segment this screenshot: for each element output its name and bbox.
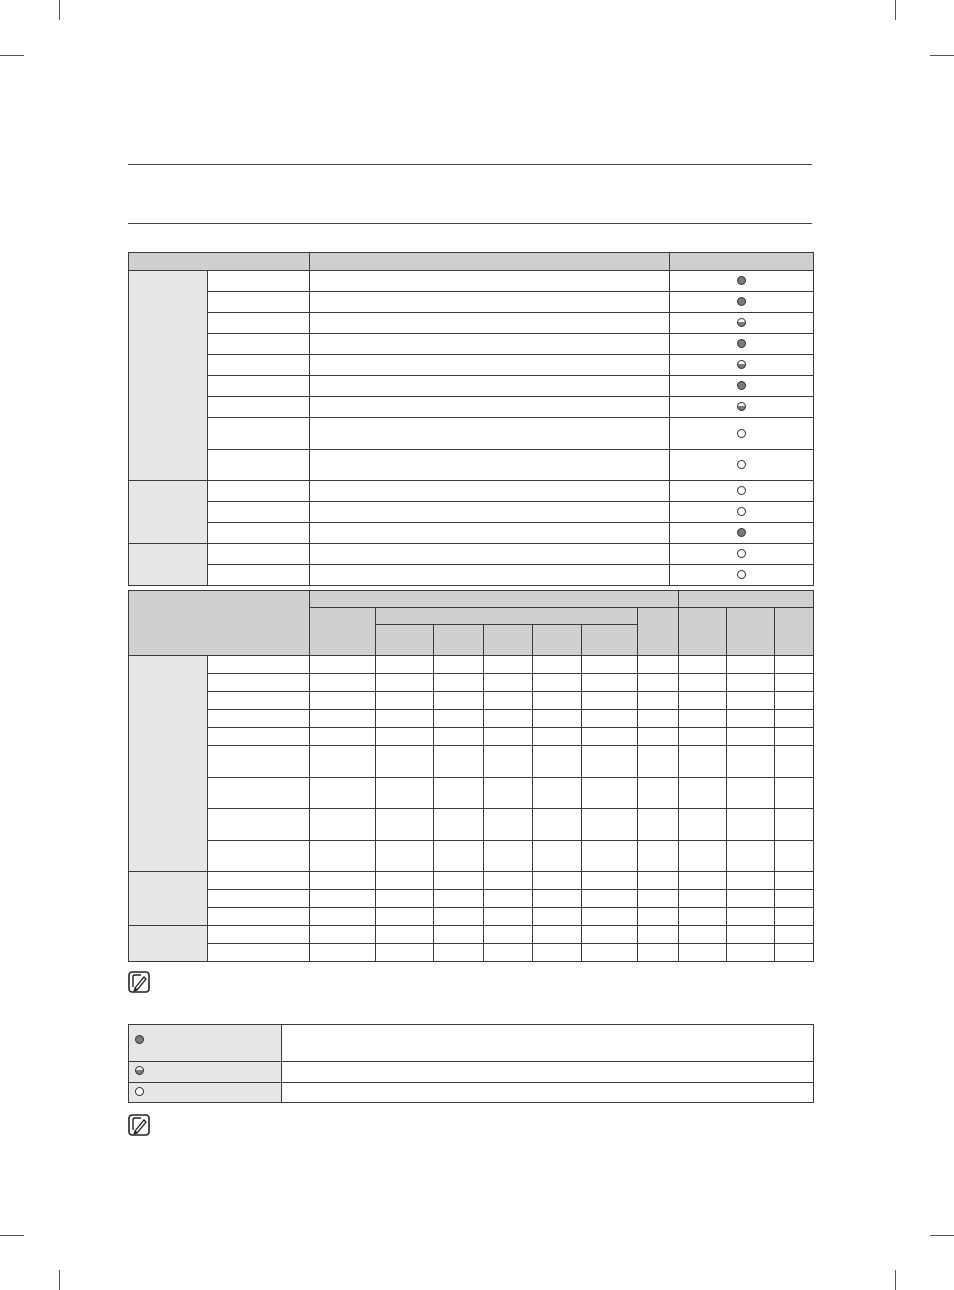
table-row — [129, 710, 814, 728]
header-cell — [670, 253, 814, 271]
table-cell — [208, 656, 310, 674]
table-row — [129, 450, 814, 481]
table-row — [129, 908, 814, 926]
table-cell — [310, 481, 670, 502]
group-cell-1 — [129, 271, 208, 481]
rating-cell — [670, 481, 814, 502]
table-cell — [582, 809, 638, 841]
table-cell — [376, 778, 434, 809]
table-cell — [582, 692, 638, 710]
table-cell — [208, 450, 310, 481]
table-cell — [434, 746, 484, 778]
table-cell — [679, 710, 727, 728]
legend-description-cell — [282, 1083, 814, 1103]
rating-dot-icon — [737, 507, 746, 516]
table-cell — [679, 872, 727, 890]
table-cell — [582, 778, 638, 809]
table-cell — [208, 841, 310, 872]
table-cell — [679, 728, 727, 746]
table-cell — [582, 746, 638, 778]
table-cell — [638, 728, 679, 746]
table-row — [129, 809, 814, 841]
rating-dot-icon — [737, 276, 746, 285]
note-icon — [128, 971, 150, 993]
header-cell — [582, 625, 638, 656]
crop-mark-bottom-left-v — [59, 1270, 60, 1290]
table-cell — [727, 728, 775, 746]
table-cell — [638, 674, 679, 692]
header-rule-top — [128, 164, 812, 165]
table-cell — [310, 502, 670, 523]
header-cell — [434, 625, 484, 656]
rating-dot-icon — [737, 402, 746, 411]
group-cell-1 — [129, 656, 208, 872]
table-cell — [775, 841, 814, 872]
table-cell — [208, 481, 310, 502]
table-cell — [679, 656, 727, 674]
table-cell — [376, 746, 434, 778]
legend-description-cell — [282, 1062, 814, 1083]
table-cell — [376, 890, 434, 908]
table-cell — [533, 710, 582, 728]
table-cell — [376, 656, 434, 674]
legend-description-cell — [282, 1025, 814, 1062]
crop-mark-bottom-left-h — [0, 1235, 24, 1236]
table-cell — [208, 418, 310, 450]
table-cell — [775, 809, 814, 841]
table-cell — [582, 710, 638, 728]
table-cell — [484, 944, 533, 962]
crop-mark-bottom-right-v — [895, 1270, 896, 1290]
table-cell — [434, 944, 484, 962]
crop-mark-top-left-v — [59, 0, 60, 20]
table-cell — [310, 746, 376, 778]
table-row — [129, 565, 814, 586]
header-cell — [484, 625, 533, 656]
table-row — [129, 334, 814, 355]
header-cell — [310, 253, 670, 271]
table-cell — [582, 908, 638, 926]
table-cell — [727, 944, 775, 962]
table-cell — [434, 890, 484, 908]
crop-mark-bottom-right-h — [930, 1235, 954, 1236]
rating-dot-icon — [737, 318, 746, 327]
legend-key-cell — [129, 1025, 282, 1062]
table-cell — [376, 728, 434, 746]
table-cell — [679, 809, 727, 841]
table-cell — [310, 565, 670, 586]
table-cell — [638, 841, 679, 872]
table-cell — [638, 710, 679, 728]
table-cell — [434, 710, 484, 728]
table-cell — [638, 944, 679, 962]
table-cell — [310, 674, 376, 692]
table-cell — [208, 778, 310, 809]
table-cell — [434, 692, 484, 710]
table-cell — [484, 674, 533, 692]
table-cell — [208, 313, 310, 334]
table-cell — [376, 944, 434, 962]
table-cell — [679, 692, 727, 710]
table-cell — [434, 728, 484, 746]
rating-dot-icon — [737, 528, 746, 537]
table-cell — [679, 841, 727, 872]
rating-cell — [670, 271, 814, 292]
table-cell — [727, 674, 775, 692]
header-cell — [679, 591, 814, 608]
table-cell — [310, 355, 670, 376]
table-cell — [208, 890, 310, 908]
table-cell — [376, 926, 434, 944]
table-row — [129, 292, 814, 313]
rating-cell — [670, 418, 814, 450]
rating-dot-icon — [737, 429, 746, 438]
table-cell — [208, 926, 310, 944]
table-cell — [310, 778, 376, 809]
rating-cell — [670, 355, 814, 376]
table-cell — [434, 908, 484, 926]
table-cell — [310, 544, 670, 565]
rating-cell — [670, 523, 814, 544]
table-row — [129, 890, 814, 908]
rating-cell — [670, 502, 814, 523]
group-cell-2 — [129, 872, 208, 926]
table-cell — [376, 872, 434, 890]
table-row — [129, 728, 814, 746]
table-cell — [208, 565, 310, 586]
table-cell — [679, 908, 727, 926]
table-cell — [484, 890, 533, 908]
group-cell-2 — [129, 481, 208, 544]
table-cell — [679, 674, 727, 692]
table-cell — [533, 746, 582, 778]
legend-key-cell — [129, 1062, 282, 1083]
rating-cell — [670, 292, 814, 313]
table-row — [129, 692, 814, 710]
legend-row — [129, 1025, 814, 1062]
table-cell — [484, 908, 533, 926]
legend-dot-icon — [135, 1087, 144, 1096]
table-cell — [310, 334, 670, 355]
table-cell — [484, 926, 533, 944]
table-cell — [582, 890, 638, 908]
table-cell — [434, 872, 484, 890]
group-cell-3 — [129, 544, 208, 586]
table-cell — [208, 334, 310, 355]
rating-cell — [670, 376, 814, 397]
table-cell — [679, 926, 727, 944]
table-cell — [582, 656, 638, 674]
table-cell — [484, 656, 533, 674]
table-cell — [727, 710, 775, 728]
table-row — [129, 397, 814, 418]
table-row — [129, 313, 814, 334]
header-rule-bottom — [128, 223, 812, 224]
table-cell — [775, 872, 814, 890]
table-cell — [582, 728, 638, 746]
header-cell — [775, 608, 814, 656]
table-row — [129, 481, 814, 502]
table-cell — [533, 944, 582, 962]
table-cell — [727, 656, 775, 674]
table-row — [129, 523, 814, 544]
rating-dot-icon — [737, 460, 746, 469]
table-cell — [484, 746, 533, 778]
table-cell — [376, 674, 434, 692]
table-cell — [533, 692, 582, 710]
table-cell — [208, 692, 310, 710]
legend-row — [129, 1083, 814, 1103]
table-cell — [727, 890, 775, 908]
table-cell — [310, 418, 670, 450]
table-cell — [310, 450, 670, 481]
table-cell — [208, 728, 310, 746]
table-cell — [679, 778, 727, 809]
table-cell — [484, 841, 533, 872]
legend-row — [129, 1062, 814, 1083]
table-cell — [727, 746, 775, 778]
header-cell — [310, 591, 679, 608]
table-cell — [310, 944, 376, 962]
table-cell — [775, 692, 814, 710]
table-cell — [582, 872, 638, 890]
table-cell — [208, 355, 310, 376]
table-cell — [310, 271, 670, 292]
compatibility-header-row-1 — [129, 591, 814, 608]
table-row — [129, 674, 814, 692]
rating-cell — [670, 544, 814, 565]
rating-dot-icon — [737, 549, 746, 558]
header-cell — [638, 608, 679, 656]
rating-dot-icon — [737, 570, 746, 579]
table-cell — [208, 872, 310, 890]
table-cell — [208, 944, 310, 962]
table-cell — [376, 692, 434, 710]
table-cell — [310, 872, 376, 890]
table-cell — [434, 674, 484, 692]
table-cell — [434, 656, 484, 674]
table-cell — [533, 908, 582, 926]
table-row — [129, 271, 814, 292]
legend-dot-icon — [135, 1035, 144, 1044]
table-cell — [582, 926, 638, 944]
table-row — [129, 418, 814, 450]
table-cell — [208, 502, 310, 523]
crop-mark-top-right-v — [895, 0, 896, 20]
crop-mark-top-left-h — [0, 55, 24, 56]
table-cell — [310, 523, 670, 544]
rating-cell — [670, 397, 814, 418]
table-cell — [679, 890, 727, 908]
table-cell — [376, 809, 434, 841]
table-cell — [638, 872, 679, 890]
table-cell — [638, 926, 679, 944]
table-cell — [484, 872, 533, 890]
table-cell — [727, 926, 775, 944]
table-cell — [775, 944, 814, 962]
table-cell — [638, 656, 679, 674]
header-cell — [679, 608, 727, 656]
table-row — [129, 841, 814, 872]
table-cell — [310, 841, 376, 872]
table-cell — [310, 809, 376, 841]
table-cell — [775, 674, 814, 692]
table-cell — [727, 908, 775, 926]
table-cell — [484, 728, 533, 746]
table-cell — [775, 728, 814, 746]
table-cell — [775, 656, 814, 674]
table-row — [129, 872, 814, 890]
table-cell — [679, 746, 727, 778]
table-cell — [775, 710, 814, 728]
rating-dot-icon — [737, 381, 746, 390]
table-cell — [208, 271, 310, 292]
legend-key-cell — [129, 1083, 282, 1103]
table-cell — [310, 728, 376, 746]
table-cell — [434, 841, 484, 872]
table-cell — [484, 778, 533, 809]
compatibility-table — [128, 590, 814, 962]
table-cell — [775, 908, 814, 926]
table-cell — [310, 313, 670, 334]
rating-table-header — [129, 253, 814, 271]
table-row — [129, 746, 814, 778]
table-row — [129, 376, 814, 397]
rating-cell — [670, 334, 814, 355]
table-cell — [310, 692, 376, 710]
table-cell — [434, 926, 484, 944]
table-cell — [775, 746, 814, 778]
header-cell — [129, 253, 310, 271]
rating-cell — [670, 565, 814, 586]
table-cell — [310, 376, 670, 397]
table-cell — [310, 397, 670, 418]
table-cell — [533, 841, 582, 872]
table-cell — [208, 674, 310, 692]
table-cell — [638, 778, 679, 809]
header-cell — [376, 625, 434, 656]
header-cell — [376, 608, 638, 625]
header-cell — [727, 608, 775, 656]
table-cell — [679, 944, 727, 962]
table-cell — [533, 728, 582, 746]
note-icon — [128, 1114, 150, 1136]
table-cell — [376, 841, 434, 872]
table-cell — [484, 809, 533, 841]
table-cell — [638, 692, 679, 710]
table-cell — [582, 674, 638, 692]
table-row — [129, 502, 814, 523]
rating-dot-icon — [737, 339, 746, 348]
table-row — [129, 944, 814, 962]
header-cell — [533, 625, 582, 656]
legend-table — [128, 1024, 814, 1103]
rating-cell — [670, 450, 814, 481]
table-cell — [533, 926, 582, 944]
table-cell — [727, 841, 775, 872]
table-cell — [775, 926, 814, 944]
header-cell — [310, 608, 376, 656]
table-cell — [310, 890, 376, 908]
table-cell — [208, 908, 310, 926]
table-cell — [775, 890, 814, 908]
table-cell — [208, 376, 310, 397]
table-cell — [638, 809, 679, 841]
table-row — [129, 926, 814, 944]
table-cell — [484, 692, 533, 710]
table-cell — [727, 809, 775, 841]
rating-table — [128, 252, 814, 586]
table-cell — [376, 908, 434, 926]
table-cell — [533, 674, 582, 692]
table-cell — [533, 656, 582, 674]
table-row — [129, 778, 814, 809]
table-cell — [310, 656, 376, 674]
table-cell — [208, 523, 310, 544]
table-cell — [533, 872, 582, 890]
table-cell — [582, 944, 638, 962]
table-cell — [376, 710, 434, 728]
table-cell — [208, 397, 310, 418]
rating-dot-icon — [737, 360, 746, 369]
table-cell — [775, 778, 814, 809]
rating-cell — [670, 313, 814, 334]
crop-mark-top-right-h — [930, 55, 954, 56]
legend-dot-icon — [135, 1066, 144, 1075]
table-cell — [310, 710, 376, 728]
table-cell — [533, 778, 582, 809]
table-cell — [208, 292, 310, 313]
table-row — [129, 656, 814, 674]
table-cell — [638, 890, 679, 908]
table-cell — [533, 809, 582, 841]
table-cell — [727, 692, 775, 710]
table-cell — [582, 841, 638, 872]
group-cell-3 — [129, 926, 208, 962]
table-cell — [310, 292, 670, 313]
table-cell — [727, 872, 775, 890]
table-cell — [310, 908, 376, 926]
table-cell — [638, 908, 679, 926]
table-cell — [434, 809, 484, 841]
table-cell — [208, 544, 310, 565]
table-cell — [484, 710, 533, 728]
table-cell — [533, 890, 582, 908]
table-row — [129, 355, 814, 376]
table-cell — [208, 746, 310, 778]
header-cell — [129, 591, 310, 656]
table-cell — [310, 926, 376, 944]
table-cell — [434, 778, 484, 809]
table-row — [129, 544, 814, 565]
table-cell — [638, 746, 679, 778]
table-cell — [727, 778, 775, 809]
rating-dot-icon — [737, 297, 746, 306]
table-cell — [208, 809, 310, 841]
rating-dot-icon — [737, 486, 746, 495]
table-cell — [208, 710, 310, 728]
